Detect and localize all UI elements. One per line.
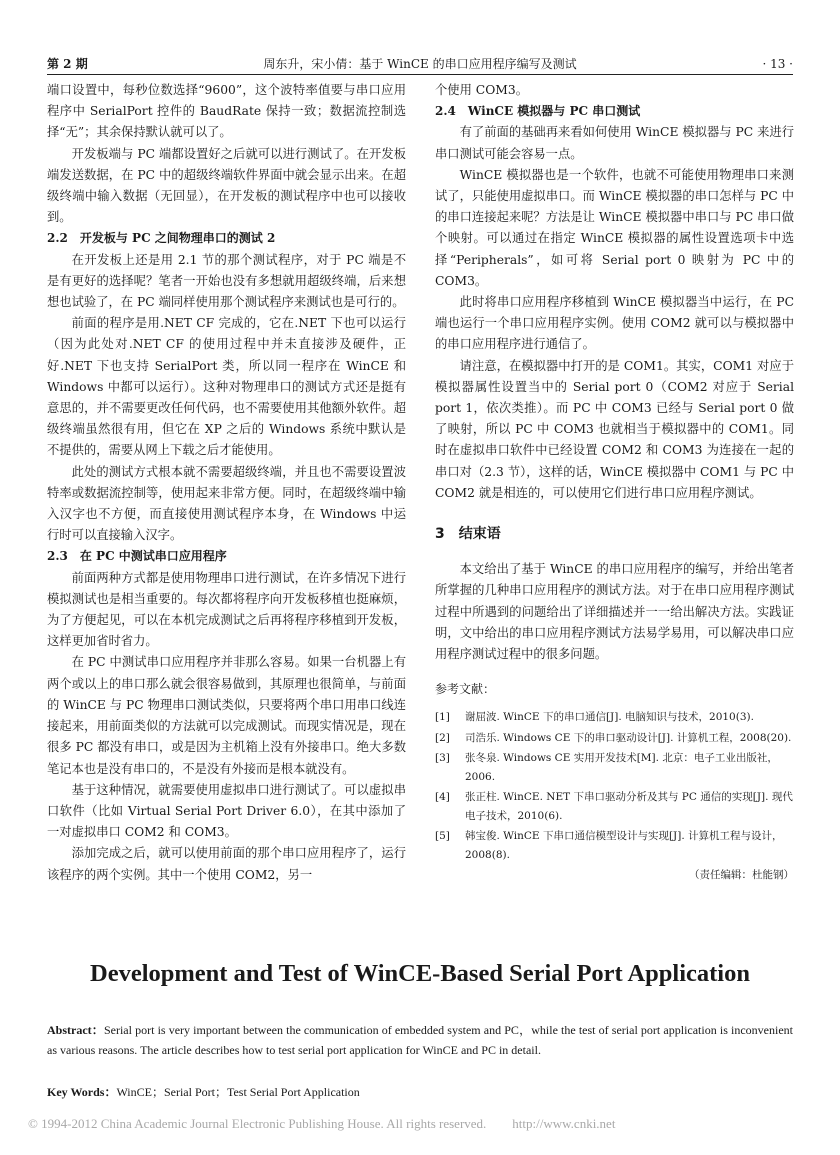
reference-number: [4]	[435, 791, 450, 804]
reference-list	[435, 708, 794, 864]
reference-number: [3]	[435, 752, 450, 765]
header-rule	[47, 74, 793, 75]
references-label: 参考文献：	[435, 682, 496, 697]
english-abstract	[47, 1021, 793, 1060]
paragraph: 此时将串口应用程序移植到 WinCE 模拟器当中运行，在 PC 端也运行一个串口应用程序实例。使用 COM2 就可以与模拟器中的串口应用程序进行通信了。	[435, 295, 794, 352]
responsible-editor: （责任编辑：杜能钢）	[689, 869, 794, 882]
paragraph: 本文给出了基于 WinCE 的串口应用程序的编写，并给出笔者所掌握的几种串口应用程序的测试方法。对于在串口应用程序测试过程中所遇到的问题给出了详细描述并一一给出解决方法。实践证明，文中给出的串口应用程序测试方法易学易用，可以解决串口应用程序测试过程中的很多问题。	[435, 562, 794, 662]
reference-item	[435, 708, 794, 727]
reference-text: 司浩乐. Windows CE 下的串口驱动设计[J]. 计算机工程，2008(20).	[465, 731, 792, 744]
page-number: · 13 ·	[762, 57, 793, 71]
subsection-heading-2-3: 2.3 在 PC 中测试串口应用程序	[47, 549, 227, 564]
keywords-label: Key Words：	[47, 1085, 117, 1099]
reference-item	[435, 827, 794, 864]
reference-text: 张正柱. WinCE. NET 下串口驱动分析及其与 PC 通信的实现[J]. 现代电子技术，2010(6).	[465, 791, 793, 822]
keywords-text: WinCE；Serial Port；Test Serial Port Application	[116, 1085, 360, 1099]
english-title: Development and Test of WinCE-Based Serial Port Application	[90, 960, 750, 987]
running-title: 周东升，宋小倩：基于 WinCE 的串口应用程序编写及测试	[263, 57, 577, 71]
paragraph: 请注意，在模拟器中打开的是 COM1。其实，COM1 对应于模拟器属性设置当中的 Serial port 0（COM2 对应于 Serial port 1，依次类推）。而 PC 中 COM3 已经与 Serial port 0 做了映射，所以 PC 中 COM3 也就相当于模拟器中的 COM1。同时在虚拟串口软件中已经设置 COM2 和 COM3 为连接在一起的串口对（2.3 节），这样的话，WinCE 模拟器中 COM1 与 PC 中 COM2 就是相连的，可以使用它们进行串口应用程序测试。	[435, 358, 794, 500]
reference-number: [2]	[435, 731, 450, 744]
paragraph: 前面两种方式都是使用物理串口进行测试，在许多情况下进行模拟测试也是相当重要的。每次都将程序向开发板移植也挺麻烦，为了方便起见，可以在本机完成测试之后再将程序移植到开发板，这样更加省时省力。	[47, 570, 406, 649]
section-number: 3	[435, 526, 445, 543]
paragraph: 有了前面的基础再来看如何使用 WinCE 模拟器与 PC 来进行串口测试可能会容易一点。	[435, 125, 794, 161]
running-header	[47, 54, 793, 74]
paragraph: 基于这种情况，就需要使用虚拟串口进行测试了。可以虚拟串口软件（比如 Virtual Serial Port Driver 6.0），在其中添加了一对虚拟串口 COM2 和 COM3。	[47, 782, 406, 840]
subsection-heading-2-2: 2.2 开发板与 PC 之间物理串口的测试 2	[47, 231, 276, 246]
section-heading-conclusion	[435, 524, 794, 545]
paragraph: 开发板端与 PC 端都设置好之后就可以进行测试了。在开发板端发送数据，在 PC 中的超级终端软件界面中就会显示出来。在超级终端中输入数据（无回显），在开发板的测试程序中也可以接收到。	[47, 146, 406, 225]
abstract-text: Serial port is very important between the communication of embedded system and PC，while the test of serial port application is inconvenient as various reasons. The article describes how to test serial port application for WinCE and PC in detail.	[47, 1023, 793, 1057]
reference-item	[435, 729, 794, 748]
abstract-label: Abstract：	[47, 1023, 104, 1037]
reference-number: [5]	[435, 830, 450, 843]
paragraph: 在 PC 中测试串口应用程序并非那么容易。如果一台机器上有两个或以上的串口那么就会很容易做到，其原理也很简单，与前面的 WinCE 与 PC 物理串口测试类似，只要将两个串口用串口线连接起来，用前面类似的方法就可以完成测试。而现实情况是，现在很多 PC 都没有串口，或是因为主机箱上没有外接串口。绝大多数笔记本也是没有串口的，不是没有外接而是根本就没有。	[47, 655, 406, 776]
paragraph: WinCE 模拟器也是一个软件，也就不可能使用物理串口来测试了，只能使用虚拟串口。而 WinCE 模拟器的串口怎样与 PC 中的串口连接起来呢？方法是让 WinCE 模拟器中串口与 PC 串口做个映射。可以通过在指定 WinCE 模拟器的属性设置选项卡中选择“Peripherals”，如可将 Serial port 0 映射为 PC 中的 COM3。	[435, 167, 794, 288]
issue-number: 第 2 期	[47, 57, 88, 71]
paragraph: 添加完成之后，就可以使用前面的那个串口应用程序了，运行该程序的两个实例。其中一个使用 COM2，另一	[47, 846, 406, 882]
paragraph: 前面的程序是用.NET CF 完成的，它在.NET 下也可以运行（因为此处对.NET CF 的使用过程中并未直接涉及硬件，正好.NET 下也支持 SerialPort 类，所以同一程序在 WinCE 和 Windows 中都可以运行）。这种对物理串口的测试方式还是挺有意思的，并不需要更改任何代码，也不需要使用其他额外软件。超级终端虽然很有用，但它在 XP 之后的 Windows 系统中默认是不提供的，需要从网上下载之后才能使用。	[47, 316, 406, 458]
paragraph: 在开发板上还是用 2.1 节的那个测试程序，对于 PC 端是不是有更好的选择呢？笔者一开始也没有多想就用超级终端，后来想想也试验了，在 PC 端同样使用那个测试程序来测试也是可行的。	[47, 252, 406, 310]
left-column	[47, 80, 406, 886]
paragraph: 此处的测试方式根本就不需要超级终端，并且也不需要设置波特率或数据流控制等，使用起来非常方便。同时，在超级终端中输入汉字也不方便，而直接使用测试程序本身，在 Windows 中运行时可以直接输入汉字。	[47, 464, 406, 543]
section-title: 结束语	[458, 526, 501, 543]
subsection-heading-2-4: 2.4 WinCE 模拟器与 PC 串口测试	[435, 104, 641, 119]
paragraph: 端口设置中，每秒位数选择“9600”，这个波特率值要与串口应用程序中 SerialPort 控件的 BaudRate 保持一致；数据流控制选择“无”；其余保持默认就可以了。	[47, 83, 406, 140]
reference-item	[435, 788, 794, 825]
reference-text: 张冬泉. Windows CE 实用开发技术[M]. 北京：电子工业出版社，2006.	[465, 752, 778, 783]
right-column	[435, 80, 794, 884]
reference-text: 韩宝俊. WinCE 下串口通信模型设计与实现[J]. 计算机工程与设计，2008(8).	[465, 830, 783, 861]
copyright-watermark: © 1994-2012 China Academic Journal Electronic Publishing House. All rights reserved. http://www.cnki.net	[28, 1116, 616, 1131]
reference-number: [1]	[435, 711, 450, 724]
reference-text: 谢屈波. WinCE 下的串口通信[J]. 电脑知识与技术，2010(3).	[465, 711, 754, 724]
reference-item	[435, 749, 794, 786]
paragraph: 个使用 COM3。	[435, 83, 529, 97]
english-keywords	[47, 1083, 793, 1103]
